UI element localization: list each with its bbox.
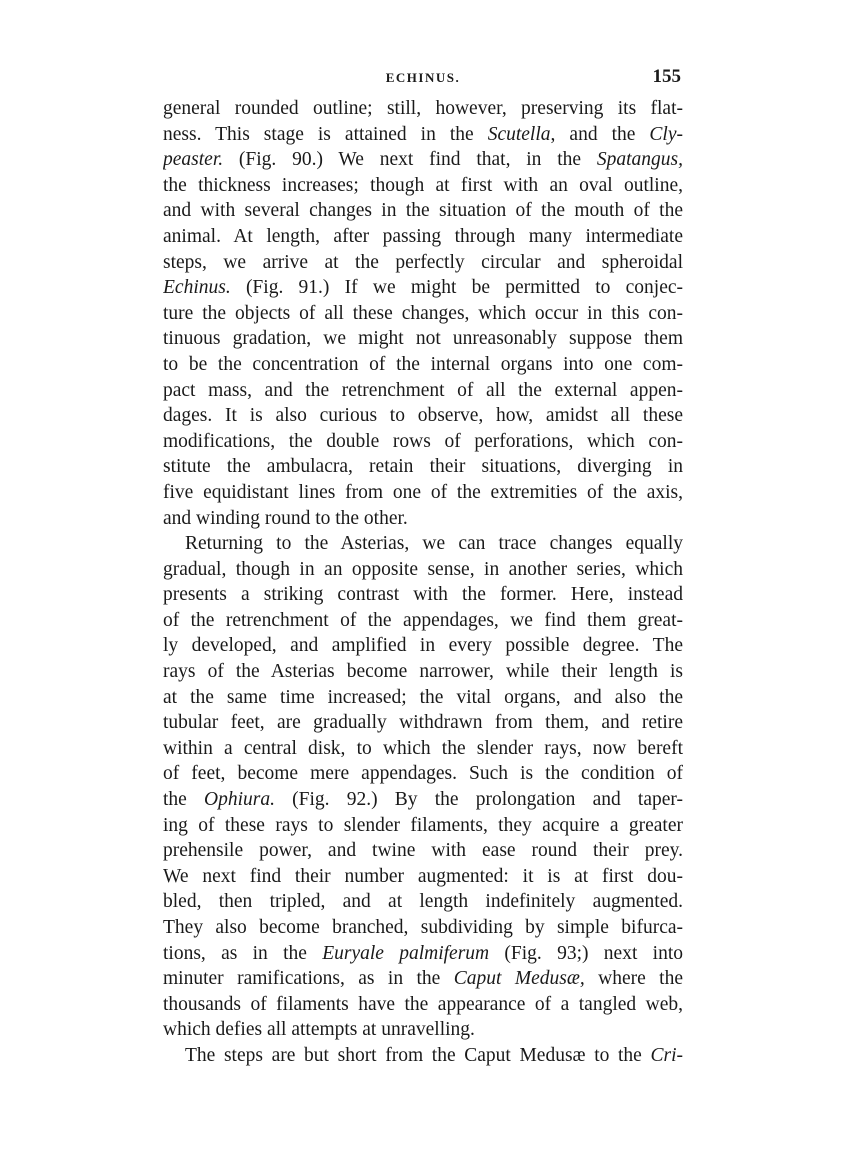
text-line: the Ophiura. (Fig. 92.) By the prolongation and taper-: [163, 789, 683, 811]
text-line: which defies all attempts at unravelling.: [163, 1019, 475, 1041]
body-text: [163, 96, 683, 1069]
text-line: the thickness increases; though at first with an oval outline,: [163, 174, 683, 196]
text-line: The steps are but short from the Caput Medusæ to the Cri-: [185, 1044, 683, 1066]
page-number: 155: [652, 66, 681, 87]
text-line: tinuous gradation, we might not unreasonably suppose them: [163, 328, 683, 350]
running-title: ECHINUS.: [385, 70, 461, 85]
text-line: general rounded outline; still, however, preserving its flat-: [163, 98, 683, 119]
text-line: presents a striking contrast with the former. Here, instead: [163, 584, 683, 606]
text-line: to be the concentration of the internal organs into one com-: [163, 353, 683, 375]
text-line: of the retrenchment of the appendages, we find them great-: [163, 609, 683, 631]
text-line: minuter ramifications, as in the Caput Medusæ, where the: [163, 968, 683, 990]
text-line: bled, then tripled, and at length indefinitely augmented.: [163, 891, 683, 913]
text-line: dages. It is also curious to observe, how, amidst all these: [163, 405, 683, 427]
text-line: rays of the Asterias become narrower, while their length is: [163, 661, 683, 683]
text-line: ture the objects of all these changes, which occur in this con-: [163, 302, 683, 324]
text-line: pact mass, and the retrenchment of all the external appen-: [163, 379, 683, 401]
text-line: prehensile power, and twine with ease round their prey.: [163, 840, 683, 862]
text-line: ing of these rays to slender filaments, they acquire a greater: [163, 814, 683, 836]
text-line: Returning to the Asterias, we can trace changes equally: [185, 533, 683, 555]
text-line: gradual, though in an opposite sense, in another series, which: [163, 558, 683, 580]
text-line: and winding round to the other.: [163, 507, 408, 529]
text-line: modifications, the double rows of perforations, which con-: [163, 430, 683, 452]
text-line: tubular feet, are gradually withdrawn from them, and retire: [163, 712, 683, 734]
text-line: five equidistant lines from one of the extremities of the axis,: [163, 481, 683, 503]
running-head: [163, 66, 683, 90]
text-line: stitute the ambulacra, retain their situations, diverging in: [163, 456, 683, 478]
text-line: animal. At length, after passing through many intermediate: [163, 225, 683, 247]
text-line: at the same time increased; the vital organs, and also the: [163, 686, 683, 708]
text-line: peaster. (Fig. 90.) We next find that, in the Spatangus,: [163, 149, 683, 171]
text-line: and with several changes in the situation of the mouth of the: [163, 200, 683, 222]
text-line: thousands of filaments have the appearance of a tangled web,: [163, 993, 683, 1015]
text-line: of feet, become mere appendages. Such is the condition of: [163, 763, 683, 785]
text-line: They also become branched, subdividing by simple bifurca-: [163, 917, 683, 938]
text-line: within a central disk, to which the slender rays, now bereft: [163, 737, 683, 759]
text-line: tions, as in the Euryale palmiferum (Fig. 93;) next into: [163, 942, 683, 964]
text-line: Echinus. (Fig. 91.) If we might be permitted to conjec-: [163, 277, 683, 299]
text-line: We next find their number augmented: it is at first dou-: [163, 865, 683, 887]
text-line: ness. This stage is attained in the Scutella, and the Cly-: [163, 123, 683, 145]
text-line: steps, we arrive at the perfectly circular and spheroidal: [163, 251, 683, 273]
text-line: ly developed, and amplified in every possible degree. The: [163, 635, 683, 657]
